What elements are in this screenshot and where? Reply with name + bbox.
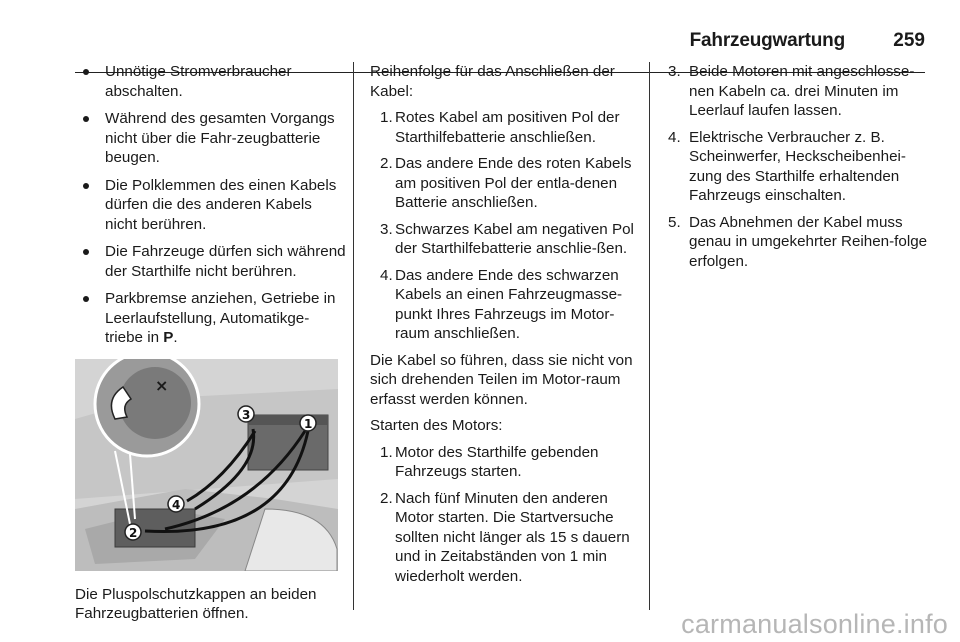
connection-intro: Reihenfolge für das Anschließen der Kabel: [370, 63, 615, 100]
list-item: Die Polklemmen des einen Kabels dürfen die des anderen Kabels nicht berühren. [75, 176, 347, 235]
connection-steps [370, 108, 638, 344]
list-item: Während des gesamten Vorgangs nicht über die Fahr-zeugbatterie beugen. [75, 109, 347, 168]
list-item: 2. Nach fünf Minuten den anderen Motor starten. Die Startversuche sollten nicht länger als 15 s dauern und in Zeitabständen von 1 min wiederholt werden. [380, 489, 630, 585]
list-item: 1. Motor des Starthilfe gebenden Fahrzeugs starten. [380, 443, 599, 480]
list-item: 3. Schwarzes Kabel am negativen Pol der Starthilfebatterie anschlie-ßen. [380, 220, 634, 257]
bullet-icon [83, 249, 89, 255]
callout-3: 3 [242, 407, 251, 422]
continued-steps [668, 62, 930, 271]
figure-caption: Die Pluspolschutzkappen an beiden Fahrzeugbatterien öffnen. [75, 585, 317, 622]
list-item: 5. Das Abnehmen der Kabel muss genau in umgekehrter Reihen-folge erfolgen. [668, 213, 928, 270]
list-item: 3. Beide Motoren mit angeschlosse-nen Kabeln ca. drei Minuten im Leerlauf laufen lassen. [668, 63, 915, 119]
list-item: 4. Das andere Ende des schwarzen Kabels an einen Fahrzeugmasse-punkt Ihres Fahrzeugs im Motor-raum anschließen. [380, 266, 623, 342]
list-item: 1. Rotes Kabel am positiven Pol der Starthilfebatterie anschließen. [380, 109, 620, 146]
column-divider-1 [353, 62, 354, 610]
bullet-icon [83, 183, 89, 189]
list-item: Parkbremse anziehen, Getriebe in Leerlaufstellung, Automatikge-triebe in P. [75, 289, 347, 348]
section-title: Fahrzeugwartung [689, 30, 845, 51]
list-item: 2. Das andere Ende des roten Kabels am positiven Pol der entla-denen Batterie anschließen. [380, 155, 632, 211]
svg-text:×: × [155, 375, 169, 395]
gear-position-p: P [163, 329, 174, 346]
page-number: 259 [893, 30, 925, 51]
bullet-icon [83, 116, 89, 122]
column-1 [75, 62, 347, 624]
jump-start-illustration [75, 359, 338, 571]
start-steps [370, 443, 638, 587]
page-header [75, 24, 925, 50]
cable-routing-note: Die Kabel so führen, dass sie nicht von sich drehenden Teilen im Motor-raum erfasst werden können. [370, 351, 633, 408]
precaution-list [75, 62, 347, 348]
column-2 [370, 62, 638, 593]
engine-bay-drawing [75, 359, 338, 571]
callout-4: 4 [172, 497, 181, 512]
list-item: Die Fahrzeuge dürfen sich während der Starthilfe nicht berühren. [75, 242, 347, 281]
callout-1: 1 [304, 416, 313, 431]
list-item: Unnötige Stromverbraucher abschalten. [75, 62, 347, 101]
column-divider-2 [649, 62, 650, 610]
bullet-icon [83, 296, 89, 302]
watermark: carmanualsonline.info [681, 609, 948, 639]
column-3 [668, 62, 930, 278]
bullet-icon [83, 69, 89, 75]
start-heading: Starten des Motors: [370, 417, 503, 434]
list-item: 4. Elektrische Verbraucher z. B. Scheinwerfer, Heckscheibenhei-zung des Starthilfe erhaltenden Fahrzeugs einschalten. [668, 128, 906, 204]
callout-2: 2 [129, 525, 138, 540]
